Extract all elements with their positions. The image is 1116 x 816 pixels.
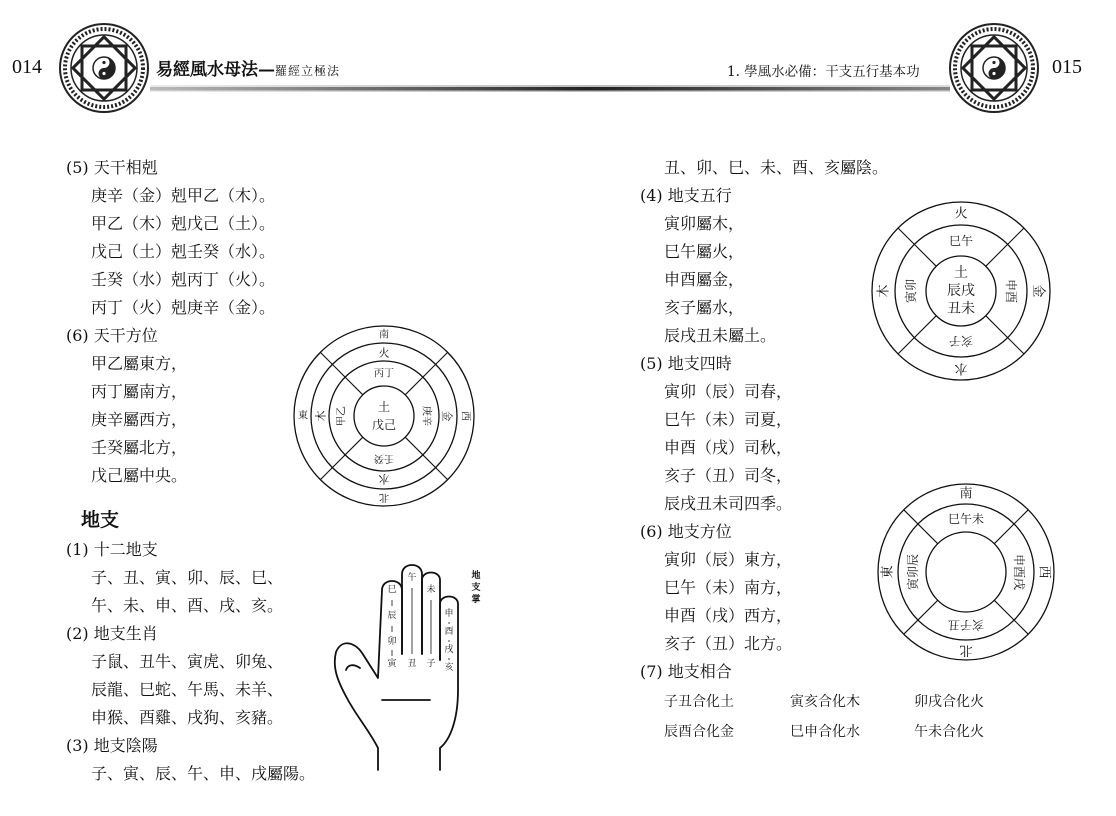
- text-line: 庚辛屬西方，: [91, 410, 188, 429]
- text-line: 巳午（未）南方，: [664, 578, 793, 597]
- heavenly-stems-direction-diagram: [290, 322, 478, 510]
- text-line: 庚辛（金）剋甲乙（木）。: [91, 186, 276, 205]
- text-line: 戊己屬中央。: [91, 466, 188, 485]
- outer-south: 南: [959, 486, 973, 502]
- hand-chou: 丑: [407, 659, 417, 669]
- combination-item: 寅亥合化木: [790, 694, 860, 710]
- inner-bingding: 丙丁: [374, 368, 394, 380]
- inner-siwuwei: 巳午未: [947, 512, 985, 526]
- text-line: 丙丁屬南方，: [91, 382, 188, 401]
- earthly-branches-hand-diagram: [330, 560, 490, 780]
- hand-si: 巳: [387, 585, 397, 595]
- text-line: 巳午（未）司夏，: [664, 410, 793, 429]
- center-chouwei: 丑未: [947, 301, 975, 317]
- mid-fire: 火: [378, 346, 390, 360]
- section-branch-seasons: (5) 地支四時: [640, 354, 732, 373]
- book-subtitle: 羅經立極法: [275, 64, 341, 78]
- outer-north: 北: [379, 491, 389, 503]
- outer-south: 南: [379, 329, 389, 341]
- combination-item: 巳申合化水: [790, 724, 860, 740]
- outer-east: 東: [298, 410, 308, 422]
- text-line: 亥子（丑）北方。: [664, 634, 793, 653]
- text-line: 寅卯屬木，: [664, 214, 745, 233]
- inner-rengui: 壬癸: [374, 452, 394, 464]
- hand-label-3: 掌: [471, 595, 481, 605]
- center-wuji: 戊己: [371, 418, 397, 432]
- mid-wood: 木: [314, 410, 328, 422]
- left-page-number: 014: [12, 56, 42, 78]
- inner-shenyou: 申酉: [1004, 278, 1018, 304]
- section-twelve-branches: (1) 十二地支: [66, 540, 158, 559]
- text-line: 壬癸（水）剋丙丁（火）。: [91, 270, 276, 289]
- text-line: 壬癸屬北方，: [91, 438, 188, 457]
- combination-item: 子丑合化土: [664, 694, 734, 710]
- section-yin-yang: (3) 地支陰陽: [66, 736, 158, 755]
- combination-item: 辰酉合化金: [664, 724, 734, 740]
- text-line: 午、未、申、酉、戌、亥。: [91, 596, 284, 615]
- hand-wei: 未: [426, 585, 436, 595]
- text-line: 申酉屬金，: [664, 270, 745, 289]
- text-line: 寅卯（辰）司春，: [664, 382, 793, 401]
- center-chenxu: 辰戌: [947, 283, 975, 299]
- hand-shen: 申: [444, 609, 454, 619]
- center-earth: 土: [377, 400, 391, 414]
- inner-jiayi: 甲乙: [336, 406, 348, 426]
- section-heavenly-stems-directions: (6) 天干方位: [66, 326, 158, 345]
- hand-you: 酉: [444, 627, 454, 637]
- combination-item: 午未合化火: [914, 724, 984, 740]
- hand-chen: 辰: [387, 611, 397, 621]
- mid-water: 水: [378, 472, 390, 486]
- text-line: 申酉（戌）西方，: [664, 606, 793, 625]
- text-line: 辰戌丑未司四季。: [664, 494, 793, 513]
- hand-mao: 卯: [387, 637, 397, 647]
- text-line: 寅卯（辰）東方，: [664, 550, 793, 569]
- outer-north: 北: [959, 642, 973, 658]
- text-line: 巳午屬火，: [664, 242, 745, 261]
- text-line: 申酉（戌）司秋，: [664, 438, 793, 457]
- outer-west: 西: [459, 411, 471, 421]
- hand-wu: 午: [407, 573, 417, 583]
- inner-siwu: 巳午: [948, 234, 974, 248]
- inner-shenyouxu: 申酉戌: [1012, 553, 1026, 591]
- header-rule: [150, 84, 950, 93]
- section-zodiac: (2) 地支生肖: [66, 624, 158, 643]
- hand-yin: 寅: [387, 659, 397, 669]
- inner-gengxin: 庚辛: [420, 406, 432, 426]
- section-earthly-branches: 地支: [81, 509, 120, 531]
- inner-haizi: 亥子: [948, 334, 974, 348]
- earthly-branches-direction-diagram: [874, 480, 1058, 664]
- book-title: 易經風水母法—羅經立極法: [156, 60, 341, 80]
- hand-zi: 子: [426, 659, 436, 669]
- text-line: 亥子（丑）司冬，: [664, 466, 793, 485]
- text-line: 丙丁（火）剋庚辛（金）。: [91, 298, 276, 317]
- outer-east: 東: [880, 565, 896, 579]
- mid-metal: 金: [440, 410, 454, 422]
- text-line: 亥子屬水，: [664, 298, 745, 317]
- bagua-emblem-right: [948, 22, 1040, 114]
- outer-west: 西: [1036, 565, 1052, 579]
- text-line: 辰龍、巳蛇、午馬、未羊、: [91, 680, 284, 699]
- inner-haizichou: 亥子丑: [947, 618, 985, 632]
- text-line: 甲乙屬東方，: [91, 354, 188, 373]
- text-line: 子、丑、寅、卯、辰、巳、: [91, 568, 284, 587]
- bagua-emblem-left: [58, 22, 150, 114]
- combination-item: 卯戌合化火: [914, 694, 984, 710]
- earthly-branches-elements-diagram: [868, 198, 1054, 384]
- hand-label-1: 地: [471, 571, 481, 581]
- chapter-title: 1. 學風水必備：干支五行基本功: [727, 64, 920, 80]
- outer-water: 水: [954, 360, 968, 376]
- outer-metal: 金: [1030, 284, 1046, 298]
- text-line: 丑、卯、巳、未、酉、亥屬陰。: [664, 158, 889, 177]
- text-line: 戊己（土）剋壬癸（水）。: [91, 242, 276, 261]
- outer-fire: 火: [954, 206, 968, 222]
- right-page-number: 015: [1052, 56, 1082, 78]
- inner-yinmao: 寅卯: [904, 278, 918, 304]
- text-line: 辰戌丑未屬土。: [664, 326, 777, 345]
- hand-xu: 戌: [444, 645, 454, 655]
- inner-yinmaochen: 寅卯辰: [906, 553, 920, 591]
- section-branch-five-elements: (4) 地支五行: [640, 186, 732, 205]
- section-branch-directions: (6) 地支方位: [640, 522, 732, 541]
- section-heavenly-stems-clash: (5) 天干相剋: [66, 158, 158, 177]
- text-line: 申猴、酉雞、戌狗、亥豬。: [91, 708, 284, 727]
- section-branch-combinations: (7) 地支相合: [640, 662, 732, 681]
- hand-label-2: 支: [471, 583, 481, 593]
- hand-hai: 亥: [444, 663, 454, 673]
- text-line: 甲乙（木）剋戊己（土）。: [91, 214, 276, 233]
- text-line: 子、寅、辰、午、申、戌屬陽。: [91, 764, 316, 783]
- text-line: 子鼠、丑牛、寅虎、卯兔、: [91, 652, 284, 671]
- outer-wood: 木: [876, 284, 892, 298]
- center-earth: 土: [954, 265, 968, 281]
